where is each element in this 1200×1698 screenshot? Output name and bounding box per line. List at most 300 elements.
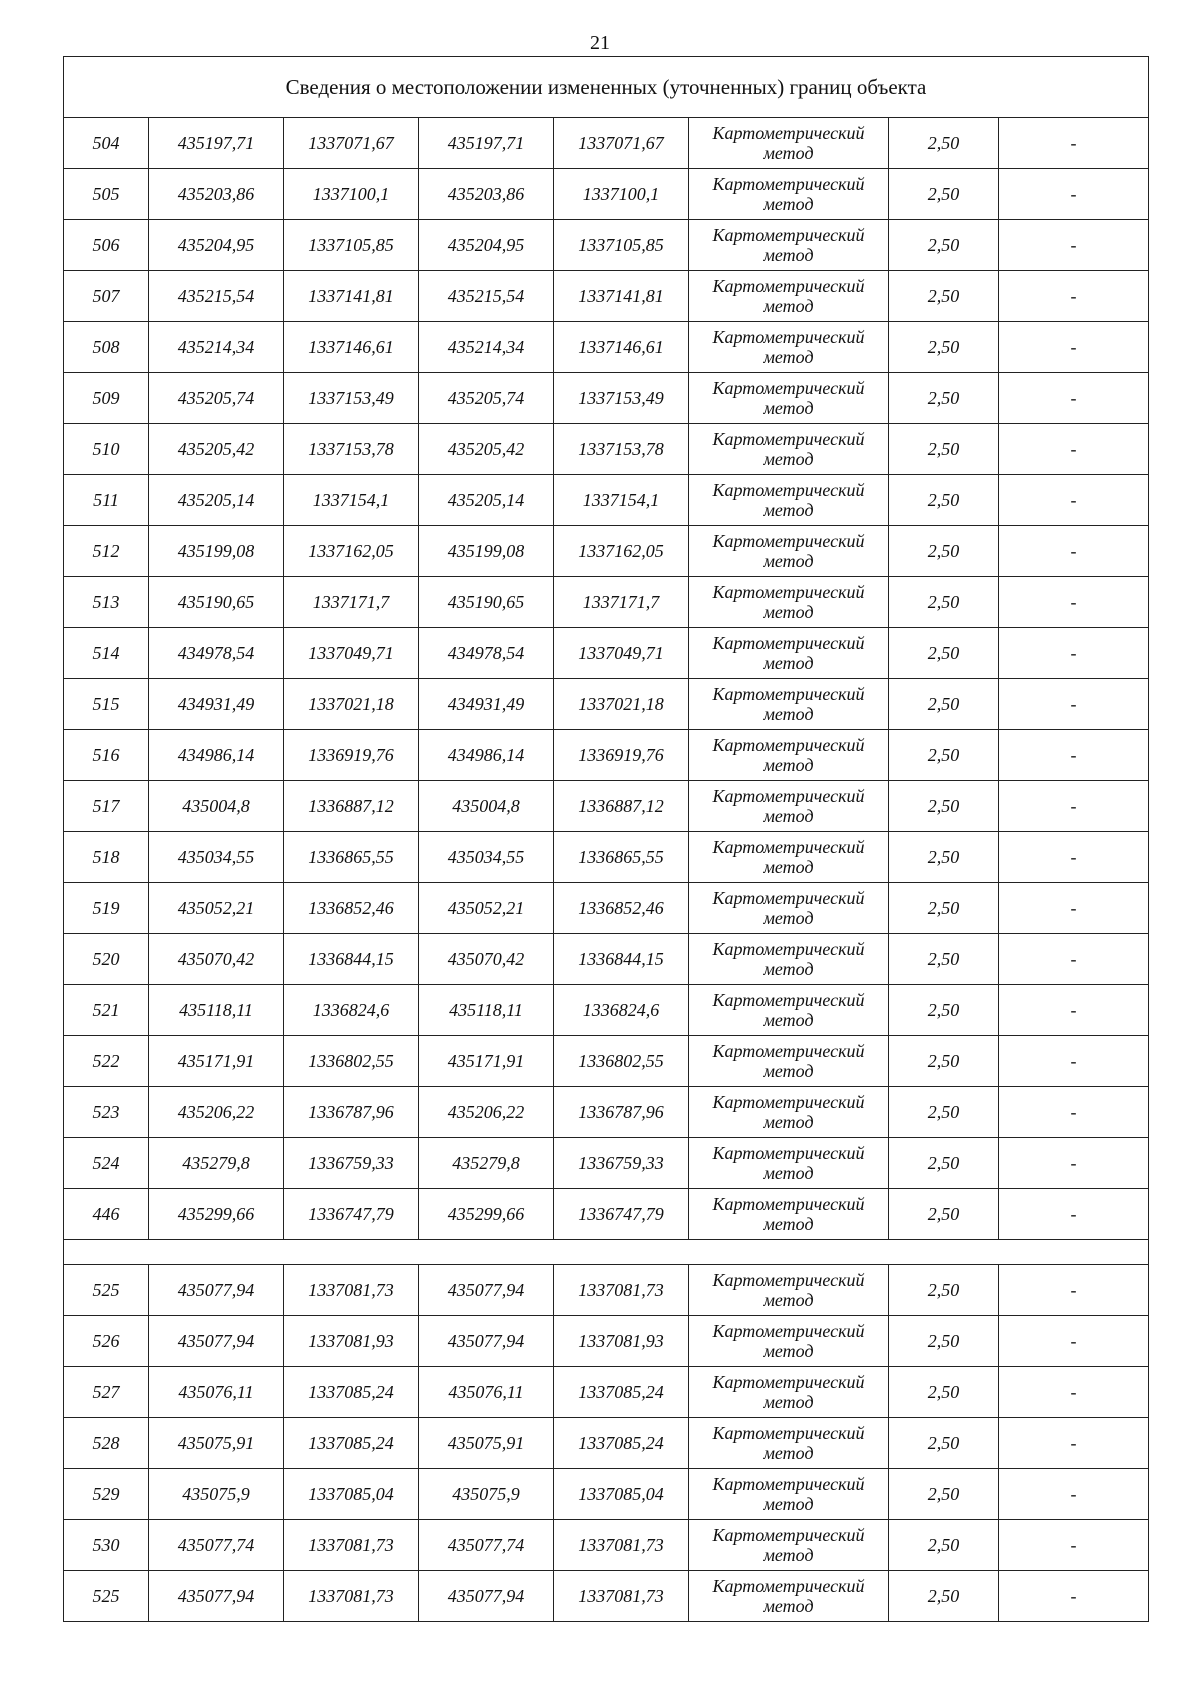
point-number-cell: 513	[64, 577, 149, 628]
method-line-2: метод	[763, 602, 814, 622]
method-cell	[689, 628, 889, 679]
description-cell: -	[999, 730, 1149, 781]
table-row	[64, 1087, 1149, 1138]
table-row	[64, 1189, 1149, 1240]
y-new-cell: 1337071,67	[554, 118, 689, 169]
method-line-1: Картометрический	[712, 888, 865, 908]
method-line-1: Картометрический	[712, 378, 865, 398]
y-old-cell: 1337085,24	[284, 1367, 419, 1418]
table-row	[64, 781, 1149, 832]
x-old-cell: 435077,74	[149, 1520, 284, 1571]
method-line-2: метод	[763, 908, 814, 928]
x-new-cell: 435190,65	[419, 577, 554, 628]
description-cell: -	[999, 1265, 1149, 1316]
point-number-cell: 530	[64, 1520, 149, 1571]
x-new-cell: 435215,54	[419, 271, 554, 322]
x-new-cell: 435199,08	[419, 526, 554, 577]
y-new-cell: 1337081,73	[554, 1520, 689, 1571]
accuracy-cell: 2,50	[889, 883, 999, 934]
y-old-cell: 1337146,61	[284, 322, 419, 373]
y-old-cell: 1337162,05	[284, 526, 419, 577]
method-line-1: Картометрический	[712, 1092, 865, 1112]
point-number-cell: 527	[64, 1367, 149, 1418]
method-cell	[689, 373, 889, 424]
method-cell	[689, 220, 889, 271]
method-line-1: Картометрический	[712, 531, 865, 551]
method-line-1: Картометрический	[712, 1372, 865, 1392]
point-number-cell: 525	[64, 1571, 149, 1622]
method-line-1: Картометрический	[712, 939, 865, 959]
accuracy-cell: 2,50	[889, 271, 999, 322]
method-line-1: Картометрический	[712, 123, 865, 143]
method-line-1: Картометрический	[712, 837, 865, 857]
table-row	[64, 373, 1149, 424]
method-cell	[689, 883, 889, 934]
x-old-cell: 435075,9	[149, 1469, 284, 1520]
x-old-cell: 435118,11	[149, 985, 284, 1036]
description-cell: -	[999, 169, 1149, 220]
x-old-cell: 435214,34	[149, 322, 284, 373]
method-line-1: Картометрический	[712, 684, 865, 704]
accuracy-cell: 2,50	[889, 1036, 999, 1087]
x-new-cell: 435076,11	[419, 1367, 554, 1418]
y-new-cell: 1337049,71	[554, 628, 689, 679]
x-new-cell: 435206,22	[419, 1087, 554, 1138]
y-new-cell: 1337171,7	[554, 577, 689, 628]
method-line-2: метод	[763, 296, 814, 316]
point-number-cell: 509	[64, 373, 149, 424]
y-old-cell: 1336887,12	[284, 781, 419, 832]
method-cell	[689, 679, 889, 730]
accuracy-cell: 2,50	[889, 475, 999, 526]
method-cell	[689, 118, 889, 169]
method-line-1: Картометрический	[712, 786, 865, 806]
accuracy-cell: 2,50	[889, 118, 999, 169]
description-cell: -	[999, 934, 1149, 985]
method-line-2: метод	[763, 1392, 814, 1412]
point-number-cell: 518	[64, 832, 149, 883]
method-line-1: Картометрический	[712, 735, 865, 755]
table-row	[64, 118, 1149, 169]
y-new-cell: 1337153,78	[554, 424, 689, 475]
table-row	[64, 832, 1149, 883]
method-cell	[689, 577, 889, 628]
y-old-cell: 1337081,93	[284, 1316, 419, 1367]
x-old-cell: 435004,8	[149, 781, 284, 832]
y-old-cell: 1336844,15	[284, 934, 419, 985]
contour-separator-row	[64, 1240, 1149, 1265]
y-new-cell: 1337021,18	[554, 679, 689, 730]
x-old-cell: 435075,91	[149, 1418, 284, 1469]
point-number-cell: 522	[64, 1036, 149, 1087]
method-line-1: Картометрический	[712, 429, 865, 449]
description-cell: -	[999, 883, 1149, 934]
accuracy-cell: 2,50	[889, 628, 999, 679]
table-body	[64, 57, 1149, 1622]
table-row	[64, 1367, 1149, 1418]
y-new-cell: 1337105,85	[554, 220, 689, 271]
method-line-1: Картометрический	[712, 1321, 865, 1341]
accuracy-cell: 2,50	[889, 1571, 999, 1622]
method-cell	[689, 1571, 889, 1622]
x-new-cell: 435203,86	[419, 169, 554, 220]
description-cell: -	[999, 526, 1149, 577]
table-row	[64, 322, 1149, 373]
method-cell	[689, 832, 889, 883]
description-cell: -	[999, 985, 1149, 1036]
point-number-cell: 504	[64, 118, 149, 169]
x-new-cell: 435205,14	[419, 475, 554, 526]
accuracy-cell: 2,50	[889, 577, 999, 628]
table-row	[64, 1520, 1149, 1571]
accuracy-cell: 2,50	[889, 985, 999, 1036]
method-cell	[689, 781, 889, 832]
method-line-2: метод	[763, 1494, 814, 1514]
page-number: 21	[590, 32, 610, 54]
x-new-cell: 434931,49	[419, 679, 554, 730]
description-cell: -	[999, 1418, 1149, 1469]
y-new-cell: 1337153,49	[554, 373, 689, 424]
y-new-cell: 1336887,12	[554, 781, 689, 832]
y-new-cell: 1337085,04	[554, 1469, 689, 1520]
x-old-cell: 434986,14	[149, 730, 284, 781]
method-cell	[689, 934, 889, 985]
method-line-2: метод	[763, 1290, 814, 1310]
y-old-cell: 1336747,79	[284, 1189, 419, 1240]
method-line-1: Картометрический	[712, 1423, 865, 1443]
x-new-cell: 435077,74	[419, 1520, 554, 1571]
table-row	[64, 730, 1149, 781]
method-line-1: Картометрический	[712, 276, 865, 296]
y-old-cell: 1337153,78	[284, 424, 419, 475]
table-row	[64, 985, 1149, 1036]
table-row	[64, 475, 1149, 526]
method-cell	[689, 1189, 889, 1240]
description-cell: -	[999, 1367, 1149, 1418]
method-cell	[689, 424, 889, 475]
point-number-cell: 511	[64, 475, 149, 526]
y-new-cell: 1336824,6	[554, 985, 689, 1036]
accuracy-cell: 2,50	[889, 781, 999, 832]
point-number-cell: 528	[64, 1418, 149, 1469]
x-old-cell: 435204,95	[149, 220, 284, 271]
method-line-2: метод	[763, 704, 814, 724]
y-old-cell: 1337085,24	[284, 1418, 419, 1469]
separator-cell	[64, 1240, 1149, 1265]
method-line-1: Картометрический	[712, 225, 865, 245]
y-new-cell: 1336919,76	[554, 730, 689, 781]
method-cell	[689, 1036, 889, 1087]
x-old-cell: 435034,55	[149, 832, 284, 883]
y-old-cell: 1337105,85	[284, 220, 419, 271]
x-old-cell: 435070,42	[149, 934, 284, 985]
method-line-2: метод	[763, 1596, 814, 1616]
point-number-cell: 529	[64, 1469, 149, 1520]
method-line-1: Картометрический	[712, 990, 865, 1010]
y-new-cell: 1336844,15	[554, 934, 689, 985]
x-old-cell: 435205,42	[149, 424, 284, 475]
accuracy-cell: 2,50	[889, 1189, 999, 1240]
accuracy-cell: 2,50	[889, 169, 999, 220]
y-new-cell: 1336852,46	[554, 883, 689, 934]
accuracy-cell: 2,50	[889, 832, 999, 883]
y-old-cell: 1337049,71	[284, 628, 419, 679]
y-new-cell: 1337081,93	[554, 1316, 689, 1367]
table-row	[64, 1316, 1149, 1367]
description-cell: -	[999, 1571, 1149, 1622]
description-cell: -	[999, 679, 1149, 730]
table-row	[64, 1571, 1149, 1622]
y-new-cell: 1337100,1	[554, 169, 689, 220]
table-row	[64, 1138, 1149, 1189]
point-number-cell: 515	[64, 679, 149, 730]
y-new-cell: 1337085,24	[554, 1367, 689, 1418]
point-number-cell: 523	[64, 1087, 149, 1138]
description-cell: -	[999, 628, 1149, 679]
y-new-cell: 1337146,61	[554, 322, 689, 373]
x-new-cell: 435004,8	[419, 781, 554, 832]
method-cell	[689, 169, 889, 220]
point-number-cell: 525	[64, 1265, 149, 1316]
table-row	[64, 1418, 1149, 1469]
x-new-cell: 435197,71	[419, 118, 554, 169]
method-line-1: Картометрический	[712, 1143, 865, 1163]
x-new-cell: 435171,91	[419, 1036, 554, 1087]
x-new-cell: 435077,94	[419, 1316, 554, 1367]
table-row	[64, 934, 1149, 985]
y-new-cell: 1337085,24	[554, 1418, 689, 1469]
x-old-cell: 435197,71	[149, 118, 284, 169]
x-old-cell: 435052,21	[149, 883, 284, 934]
x-new-cell: 435204,95	[419, 220, 554, 271]
x-old-cell: 434931,49	[149, 679, 284, 730]
y-old-cell: 1337071,67	[284, 118, 419, 169]
coordinates-table	[63, 56, 1149, 1622]
x-old-cell: 435076,11	[149, 1367, 284, 1418]
x-new-cell: 435077,94	[419, 1265, 554, 1316]
method-line-2: метод	[763, 143, 814, 163]
method-line-2: метод	[763, 1163, 814, 1183]
point-number-cell: 524	[64, 1138, 149, 1189]
method-line-2: метод	[763, 1443, 814, 1463]
method-cell	[689, 730, 889, 781]
table-row	[64, 169, 1149, 220]
description-cell: -	[999, 424, 1149, 475]
point-number-cell: 506	[64, 220, 149, 271]
description-cell: -	[999, 373, 1149, 424]
accuracy-cell: 2,50	[889, 373, 999, 424]
x-old-cell: 435203,86	[149, 169, 284, 220]
x-old-cell: 434978,54	[149, 628, 284, 679]
x-new-cell: 434978,54	[419, 628, 554, 679]
y-old-cell: 1337154,1	[284, 475, 419, 526]
point-number-cell: 510	[64, 424, 149, 475]
y-old-cell: 1336824,6	[284, 985, 419, 1036]
y-old-cell: 1337021,18	[284, 679, 419, 730]
y-new-cell: 1336865,55	[554, 832, 689, 883]
method-line-1: Картометрический	[712, 1194, 865, 1214]
point-number-cell: 519	[64, 883, 149, 934]
table-row	[64, 883, 1149, 934]
x-old-cell: 435215,54	[149, 271, 284, 322]
method-line-2: метод	[763, 755, 814, 775]
accuracy-cell: 2,50	[889, 1418, 999, 1469]
table-row	[64, 220, 1149, 271]
y-old-cell: 1337085,04	[284, 1469, 419, 1520]
y-old-cell: 1337171,7	[284, 577, 419, 628]
table-title: Сведения о местоположении измененных (уточненных) границ объекта	[64, 57, 1149, 118]
y-old-cell: 1337141,81	[284, 271, 419, 322]
method-line-2: метод	[763, 1214, 814, 1234]
method-cell	[689, 1087, 889, 1138]
accuracy-cell: 2,50	[889, 1138, 999, 1189]
description-cell: -	[999, 781, 1149, 832]
description-cell: -	[999, 1138, 1149, 1189]
accuracy-cell: 2,50	[889, 526, 999, 577]
method-cell	[689, 1316, 889, 1367]
method-cell	[689, 1418, 889, 1469]
x-old-cell: 435299,66	[149, 1189, 284, 1240]
method-cell	[689, 985, 889, 1036]
point-number-cell: 514	[64, 628, 149, 679]
method-line-2: метод	[763, 857, 814, 877]
x-new-cell: 435077,94	[419, 1571, 554, 1622]
method-line-2: метод	[763, 1341, 814, 1361]
x-new-cell: 435070,42	[419, 934, 554, 985]
table-row	[64, 628, 1149, 679]
y-old-cell: 1336852,46	[284, 883, 419, 934]
accuracy-cell: 2,50	[889, 1087, 999, 1138]
method-line-1: Картометрический	[712, 633, 865, 653]
method-cell	[689, 271, 889, 322]
point-number-cell: 520	[64, 934, 149, 985]
y-new-cell: 1336747,79	[554, 1189, 689, 1240]
method-line-1: Картометрический	[712, 480, 865, 500]
table-row	[64, 1469, 1149, 1520]
y-old-cell: 1336919,76	[284, 730, 419, 781]
x-old-cell: 435171,91	[149, 1036, 284, 1087]
method-cell	[689, 1367, 889, 1418]
x-old-cell: 435205,74	[149, 373, 284, 424]
method-cell	[689, 526, 889, 577]
method-line-1: Картометрический	[712, 582, 865, 602]
point-number-cell: 507	[64, 271, 149, 322]
accuracy-cell: 2,50	[889, 1520, 999, 1571]
method-line-2: метод	[763, 806, 814, 826]
description-cell: -	[999, 1316, 1149, 1367]
method-cell	[689, 1520, 889, 1571]
point-number-cell: 508	[64, 322, 149, 373]
x-old-cell: 435077,94	[149, 1316, 284, 1367]
method-line-2: метод	[763, 1112, 814, 1132]
method-line-2: метод	[763, 449, 814, 469]
y-new-cell: 1336787,96	[554, 1087, 689, 1138]
description-cell: -	[999, 1469, 1149, 1520]
x-new-cell: 435075,91	[419, 1418, 554, 1469]
accuracy-cell: 2,50	[889, 679, 999, 730]
method-line-2: метод	[763, 194, 814, 214]
description-cell: -	[999, 1087, 1149, 1138]
method-cell	[689, 475, 889, 526]
method-line-1: Картометрический	[712, 1474, 865, 1494]
y-old-cell: 1336802,55	[284, 1036, 419, 1087]
y-old-cell: 1336759,33	[284, 1138, 419, 1189]
description-cell: -	[999, 577, 1149, 628]
point-number-cell: 517	[64, 781, 149, 832]
method-line-2: метод	[763, 959, 814, 979]
table-row	[64, 526, 1149, 577]
x-old-cell: 435199,08	[149, 526, 284, 577]
accuracy-cell: 2,50	[889, 322, 999, 373]
description-cell: -	[999, 271, 1149, 322]
y-old-cell: 1337081,73	[284, 1265, 419, 1316]
method-line-2: метод	[763, 347, 814, 367]
accuracy-cell: 2,50	[889, 1469, 999, 1520]
y-old-cell: 1337100,1	[284, 169, 419, 220]
method-line-1: Картометрический	[712, 327, 865, 347]
description-cell: -	[999, 220, 1149, 271]
x-old-cell: 435077,94	[149, 1571, 284, 1622]
point-number-cell: 526	[64, 1316, 149, 1367]
y-new-cell: 1336802,55	[554, 1036, 689, 1087]
table-row	[64, 1036, 1149, 1087]
y-new-cell: 1337141,81	[554, 271, 689, 322]
x-old-cell: 435190,65	[149, 577, 284, 628]
accuracy-cell: 2,50	[889, 424, 999, 475]
x-new-cell: 435299,66	[419, 1189, 554, 1240]
description-cell: -	[999, 832, 1149, 883]
y-new-cell: 1337081,73	[554, 1571, 689, 1622]
x-new-cell: 435118,11	[419, 985, 554, 1036]
method-line-2: метод	[763, 500, 814, 520]
x-new-cell: 435279,8	[419, 1138, 554, 1189]
method-cell	[689, 1469, 889, 1520]
point-number-cell: 516	[64, 730, 149, 781]
x-new-cell: 435034,55	[419, 832, 554, 883]
method-line-2: метод	[763, 1010, 814, 1030]
method-line-2: метод	[763, 551, 814, 571]
method-cell	[689, 322, 889, 373]
method-cell	[689, 1265, 889, 1316]
y-old-cell: 1336787,96	[284, 1087, 419, 1138]
y-old-cell: 1337081,73	[284, 1520, 419, 1571]
description-cell: -	[999, 322, 1149, 373]
method-line-2: метод	[763, 1545, 814, 1565]
method-line-2: метод	[763, 245, 814, 265]
method-line-1: Картометрический	[712, 174, 865, 194]
method-line-1: Картометрический	[712, 1525, 865, 1545]
x-old-cell: 435206,22	[149, 1087, 284, 1138]
x-new-cell: 435052,21	[419, 883, 554, 934]
accuracy-cell: 2,50	[889, 220, 999, 271]
accuracy-cell: 2,50	[889, 934, 999, 985]
y-old-cell: 1337153,49	[284, 373, 419, 424]
table-row	[64, 271, 1149, 322]
x-new-cell: 434986,14	[419, 730, 554, 781]
x-old-cell: 435205,14	[149, 475, 284, 526]
point-number-cell: 521	[64, 985, 149, 1036]
y-new-cell: 1337154,1	[554, 475, 689, 526]
method-line-2: метод	[763, 398, 814, 418]
y-old-cell: 1337081,73	[284, 1571, 419, 1622]
method-line-2: метод	[763, 653, 814, 673]
table-row	[64, 1265, 1149, 1316]
table-row	[64, 424, 1149, 475]
method-line-1: Картометрический	[712, 1270, 865, 1290]
accuracy-cell: 2,50	[889, 1316, 999, 1367]
accuracy-cell: 2,50	[889, 1265, 999, 1316]
point-number-cell: 505	[64, 169, 149, 220]
